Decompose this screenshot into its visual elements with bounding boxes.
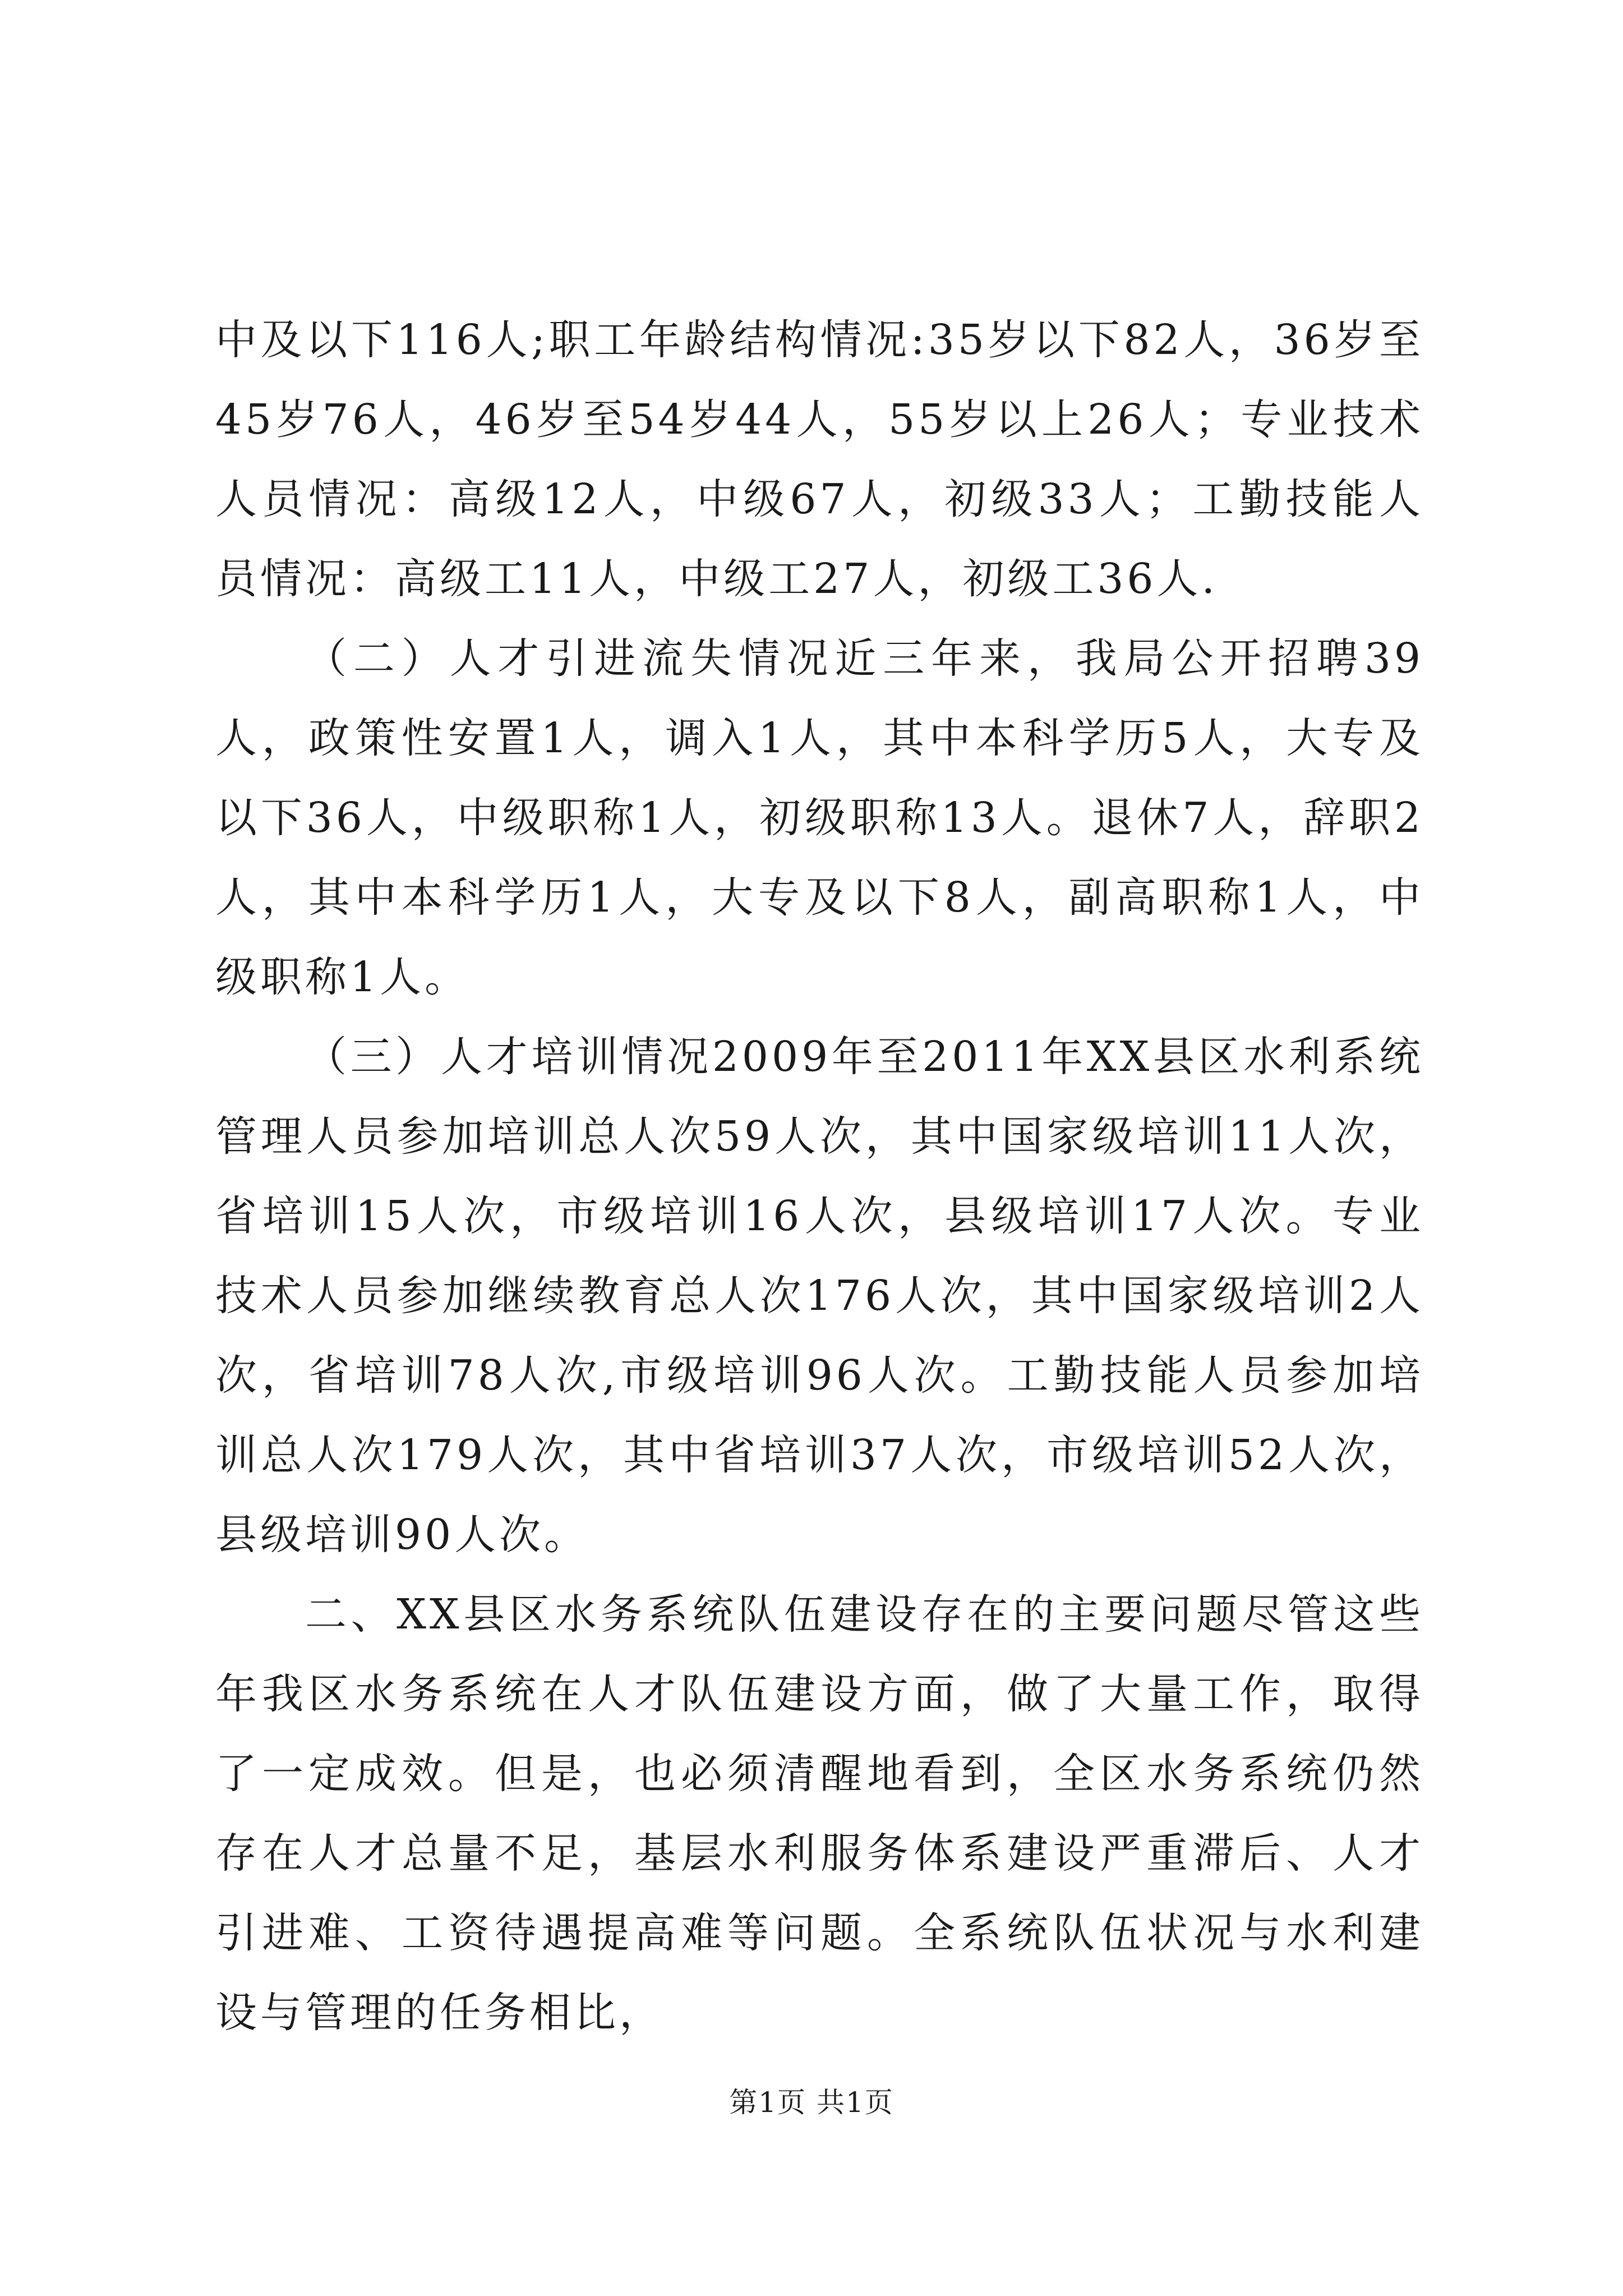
paragraph-main-problems: 二、XX县区水务系统队伍建设存在的主要问题尽管这些年我区水务系统在人才队伍建设方面，做了大量工作，取得了一定成效。但是，也必须清醒地看到，全区水务系统仍然存在人才总量不足，基层水利服务体系建设严重滞后、人才引进难、工资待遇提高难等问题。全系统队伍状况与水利建设与管理的任务相比， [215,1590,1424,2037]
paragraph-talent-training: （三）人才培训情况2009年至2011年XX县区水利系统管理人员参加培训总人次59人次，其中国家级培训11人次，省培训15人次，市级培训16人次，县级培训17人次。专业技术人员参加继续教育总人次176人次，其中国家级培训2人次，省培训78人次,市级培训96人次。工勤技能人员参加培训总人次179人次，其中省培训37人次，市级培训52人次，县级培训90人次。 [215,1033,1424,1559]
paragraph-talent-recruitment: （二）人才引进流失情况近三年来，我局公开招聘39人，政策性安置1人，调入1人，其中本科学历5人，大专及以下36人，中级职称1人，初级职称13人。退休7人，辞职2人，其中本科学历1人，大专及以下8人，副高职称1人，中级职称1人。 [215,634,1424,1001]
paragraph-personnel-structure: 中及以下116人;职工年龄结构情况:35岁以下82人，36岁至45岁76人，46岁至54岁44人，55岁以上26人；专业技术人员情况：高级12人，中级67人，初级33人；工勤技能人员情况：高级工11人，中级工27人，初级工36人. [215,316,1424,603]
page-footer: 第1页 共1页 [729,2086,894,2119]
document-body [215,300,1424,2053]
